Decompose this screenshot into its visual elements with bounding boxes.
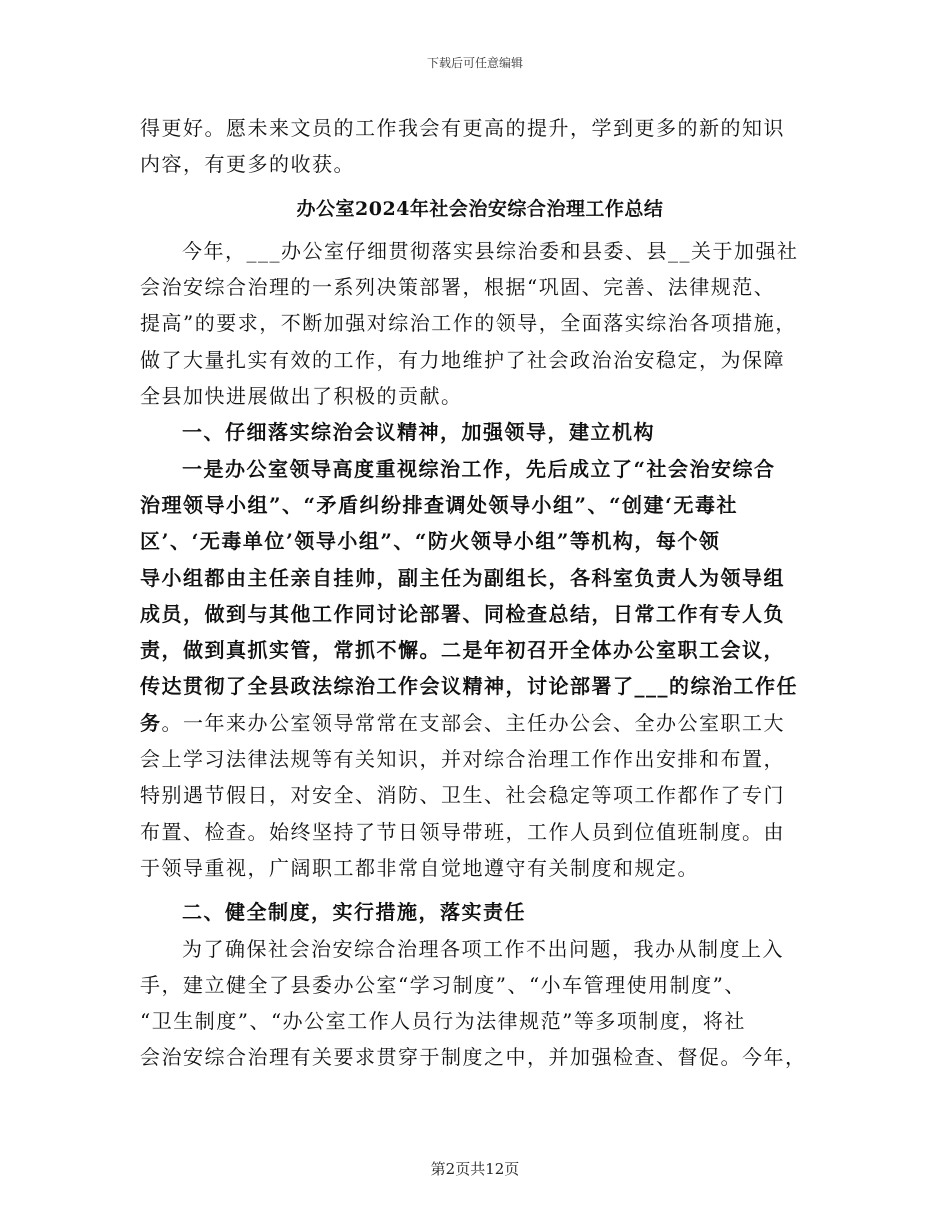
section-heading: 二、健全制度，实行措施，落实责任	[182, 900, 526, 925]
body-line: 全县加快进展做出了积极的贡献。	[140, 384, 463, 409]
body-line: 布置、检查。始终坚持了节日领导带班，工作人员到位值班制度。由	[140, 819, 785, 844]
body-line: 为了确保社会治安综合治理各项工作不出问题，我办从制度上入	[182, 936, 784, 961]
document-body	[140, 110, 820, 1076]
body-line-bold: 一是办公室领导高度重视综治工作，先后成立了“社会治安综合	[182, 456, 776, 481]
body-line-bold: 治理领导小组”、“矛盾纠纷排查调处领导小组”、“创建‘无毒社	[140, 492, 738, 517]
body-line-bold: 导小组都由主任亲自挂帅，副主任为副组长，各科室负责人为领导组	[140, 565, 785, 590]
section-heading: 一、仔细落实综治会议精神，加强领导，建立机构	[182, 420, 655, 445]
body-line: 做了大量扎实有效的工作，有力地维护了社会政治治安稳定，为保障	[140, 347, 785, 372]
body-line-bold: 传达贯彻了全县政法综治工作会议精神，讨论部署了___的综治工作任	[140, 674, 798, 699]
body-line: 得更好。愿未来文员的工作我会有更高的提升，学到更多的新的知识	[140, 116, 785, 140]
body-line: 手，建立健全了县委办公室“学习制度”、“小车管理使用制度”、	[140, 972, 746, 997]
body-line-bold: 区’、‘无毒单位’领导小组”、“防火领导小组”等机构，每个领	[140, 529, 721, 554]
body-line: 会治安综合治理有关要求贯穿于制度之中，并加强检查、督促。今年，	[140, 1045, 807, 1070]
spacer	[140, 886, 820, 894]
body-line-mixed	[140, 705, 820, 741]
page-number: 第2页共12页	[430, 1160, 520, 1178]
text-fragment: 。一年来办公室领导常常在支部会、主任办公会、全办公室职工大	[161, 710, 785, 735]
body-line: “卫生制度”、“办公室工作人员行为法律规范”等多项制度，将社	[140, 1009, 746, 1034]
body-line: 会上学习法律法规等有关知识，并对综合治理工作作出安排和布置，	[140, 747, 785, 772]
body-line: 会治安综合治理的一系列决策部署，根据“巩固、完善、法律规范、	[140, 275, 776, 300]
body-line: 特别遇节假日，对安全、消防、卫生、社会稳定等项工作都作了专门	[140, 783, 785, 808]
document-title: 办公室2024年社会治安综合治理工作总结	[296, 197, 664, 220]
body-line: 内容，有更多的收获。	[140, 152, 355, 177]
body-line: 今年，___办公室仔细贯彻落实县综治委和县委、县__关于加强社	[182, 238, 799, 263]
bold-fragment: 务	[140, 710, 162, 735]
body-line-bold: 成员，做到与其他工作同讨论部署、同检查总结，日常工作有专人负	[140, 601, 785, 626]
page-header-note: 下载后可任意编辑	[426, 56, 523, 70]
body-line: 提高”的要求，不断加强对综治工作的领导，全面落实综治各项措施，	[140, 311, 797, 336]
body-line-bold: 责，做到真抓实管，常抓不懈。二是年初召开全体办公室职工会议，	[140, 638, 785, 663]
body-line: 于领导重视，广阔职工都非常自觉地遵守有关制度和规定。	[140, 855, 699, 880]
